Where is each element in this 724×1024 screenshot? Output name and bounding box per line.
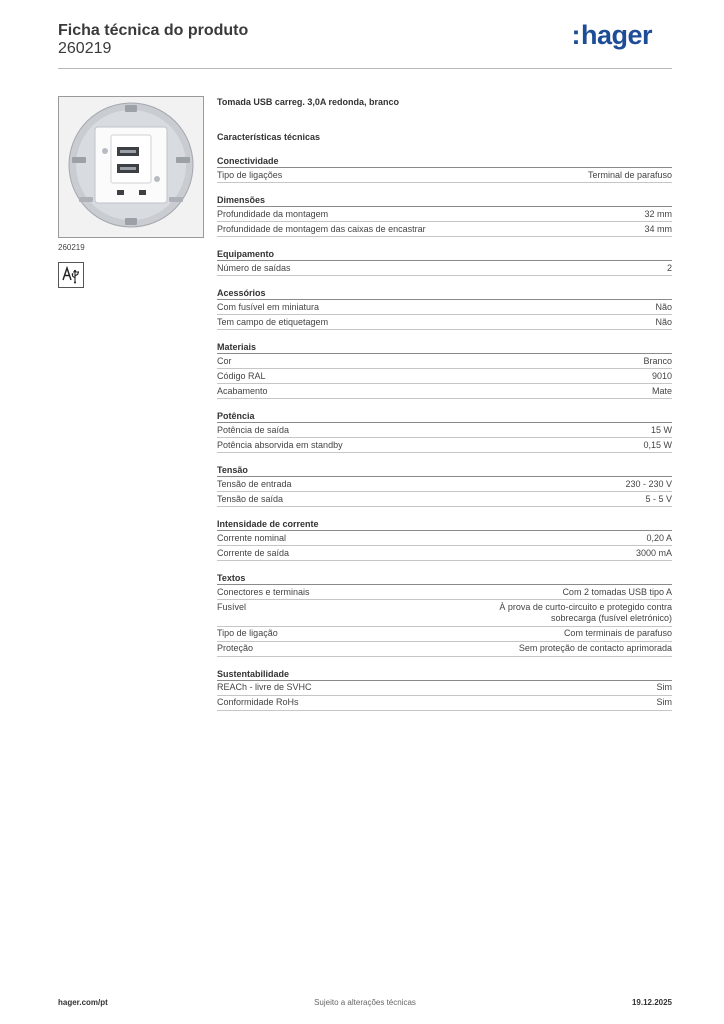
spec-row: [217, 369, 672, 384]
spec-label: Cor: [217, 355, 232, 366]
technical-characteristics-heading: Características técnicas: [217, 132, 321, 142]
section-title: Intensidade de corrente: [217, 518, 672, 531]
section-title: Equipamento: [217, 248, 672, 261]
spec-label: Corrente nominal: [217, 532, 287, 543]
spec-section: [217, 410, 672, 453]
spec-row: [217, 492, 672, 507]
section-title: Sustentabilidade: [217, 668, 672, 681]
spec-label: REACh - livre de SVHC: [217, 682, 312, 692]
spec-value: Mate: [651, 385, 672, 396]
spec-label: Acabamento: [217, 385, 268, 396]
spec-label: Com fusível em miniatura: [217, 301, 320, 312]
spec-section: [217, 668, 672, 711]
spec-section: [217, 287, 672, 330]
section-title: Tensão: [217, 464, 672, 477]
spec-value: Não: [655, 301, 672, 312]
usb-charging-icon: [58, 262, 84, 288]
spec-row: [217, 477, 672, 492]
spec-row: [217, 600, 672, 627]
spec-value: Sim: [656, 682, 672, 692]
spec-section: [217, 341, 672, 399]
section-title: Dimensões: [217, 194, 672, 207]
spec-section: [217, 194, 672, 237]
spec-label: Corrente de saída: [217, 547, 290, 558]
spec-value: Terminal de parafuso: [587, 169, 672, 180]
spec-row: [217, 207, 672, 222]
spec-row: [217, 300, 672, 315]
spec-row: [217, 681, 672, 696]
spec-row: [217, 585, 672, 600]
spec-label: Tem campo de etiquetagem: [217, 316, 329, 327]
spec-row: [217, 423, 672, 438]
spec-value: À prova de curto-circuito e protegido contra sobrecarga (fusível eletrónico): [499, 601, 672, 623]
section-title: Potência: [217, 410, 672, 423]
spec-row: [217, 627, 672, 642]
spec-sections: [217, 155, 672, 711]
spec-value: 34 mm: [644, 223, 672, 234]
spec-value: 5 - 5 V: [645, 493, 672, 504]
product-photo-usb-socket-icon: [59, 97, 203, 237]
product-number: 260219: [58, 40, 112, 57]
document-title: Ficha técnica do produto: [58, 22, 249, 39]
spec-label: Número de saídas: [217, 262, 291, 273]
spec-label: Código RAL: [217, 370, 266, 381]
spec-label: Fusível: [217, 601, 247, 612]
spec-row: [217, 354, 672, 369]
spec-section: [217, 248, 672, 276]
spec-value: 15 W: [650, 424, 672, 435]
logo-text: hager: [580, 20, 652, 50]
spec-label: Conectores e terminais: [217, 586, 310, 597]
spec-value: Sem proteção de contacto aprimorada: [518, 643, 672, 653]
page-footer: [58, 998, 672, 1010]
spec-value: Sim: [656, 697, 672, 707]
spec-label: Tensão de entrada: [217, 478, 292, 489]
section-title: Textos: [217, 572, 672, 585]
spec-row: [217, 531, 672, 546]
spec-value: 230 - 230 V: [625, 478, 672, 489]
section-title: Conectividade: [217, 155, 672, 168]
header-divider: [58, 68, 672, 69]
spec-section: [217, 155, 672, 183]
spec-label: Potência absorvida em standby: [217, 439, 343, 450]
product-photo: [58, 96, 204, 238]
spec-row: [217, 438, 672, 453]
spec-value: Com 2 tomadas USB tipo A: [562, 586, 672, 597]
section-title: Materiais: [217, 341, 672, 354]
spec-row: [217, 315, 672, 330]
spec-label: Tipo de ligações: [217, 169, 283, 180]
spec-row: [217, 642, 672, 657]
spec-row: [217, 261, 672, 276]
spec-label: Potência de saída: [217, 424, 290, 435]
spec-section: [217, 464, 672, 507]
spec-value: 9010: [651, 370, 672, 381]
spec-row: [217, 384, 672, 399]
spec-value: 2: [666, 262, 672, 273]
spec-label: Profundidade da montagem: [217, 208, 329, 219]
spec-value: Não: [655, 316, 672, 327]
spec-label: Proteção: [217, 643, 254, 653]
spec-value: 32 mm: [644, 208, 672, 219]
footer-date: 19.12.2025: [631, 998, 672, 1007]
section-title: Acessórios: [217, 287, 672, 300]
spec-value: 0,20 A: [646, 532, 672, 543]
footer-website-link[interactable]: hager.com/pt: [58, 998, 108, 1007]
image-caption: 260219: [58, 243, 85, 252]
spec-value: 0,15 W: [643, 439, 672, 450]
spec-label: Conformidade RoHs: [217, 697, 299, 707]
spec-section: [217, 572, 672, 657]
spec-content: [217, 96, 672, 711]
spec-row: [217, 222, 672, 237]
spec-value: Branco: [643, 355, 672, 366]
spec-label: Profundidade de montagem das caixas de encastrar: [217, 223, 426, 234]
page-header: [58, 20, 672, 70]
spec-row: [217, 168, 672, 183]
spec-row: [217, 696, 672, 711]
spec-row: [217, 546, 672, 561]
product-title: Tomada USB carreg. 3,0A redonda, branco: [217, 97, 400, 107]
footer-note: Sujeito a alterações técnicas: [314, 998, 416, 1007]
spec-label: Tensão de saída: [217, 493, 284, 504]
spec-value: 3000 mA: [635, 547, 672, 558]
spec-section: [217, 518, 672, 561]
hager-logo[interactable]: :hager: [571, 20, 652, 50]
spec-label: Tipo de ligação: [217, 628, 278, 638]
spec-value: Com terminais de parafuso: [563, 628, 672, 638]
